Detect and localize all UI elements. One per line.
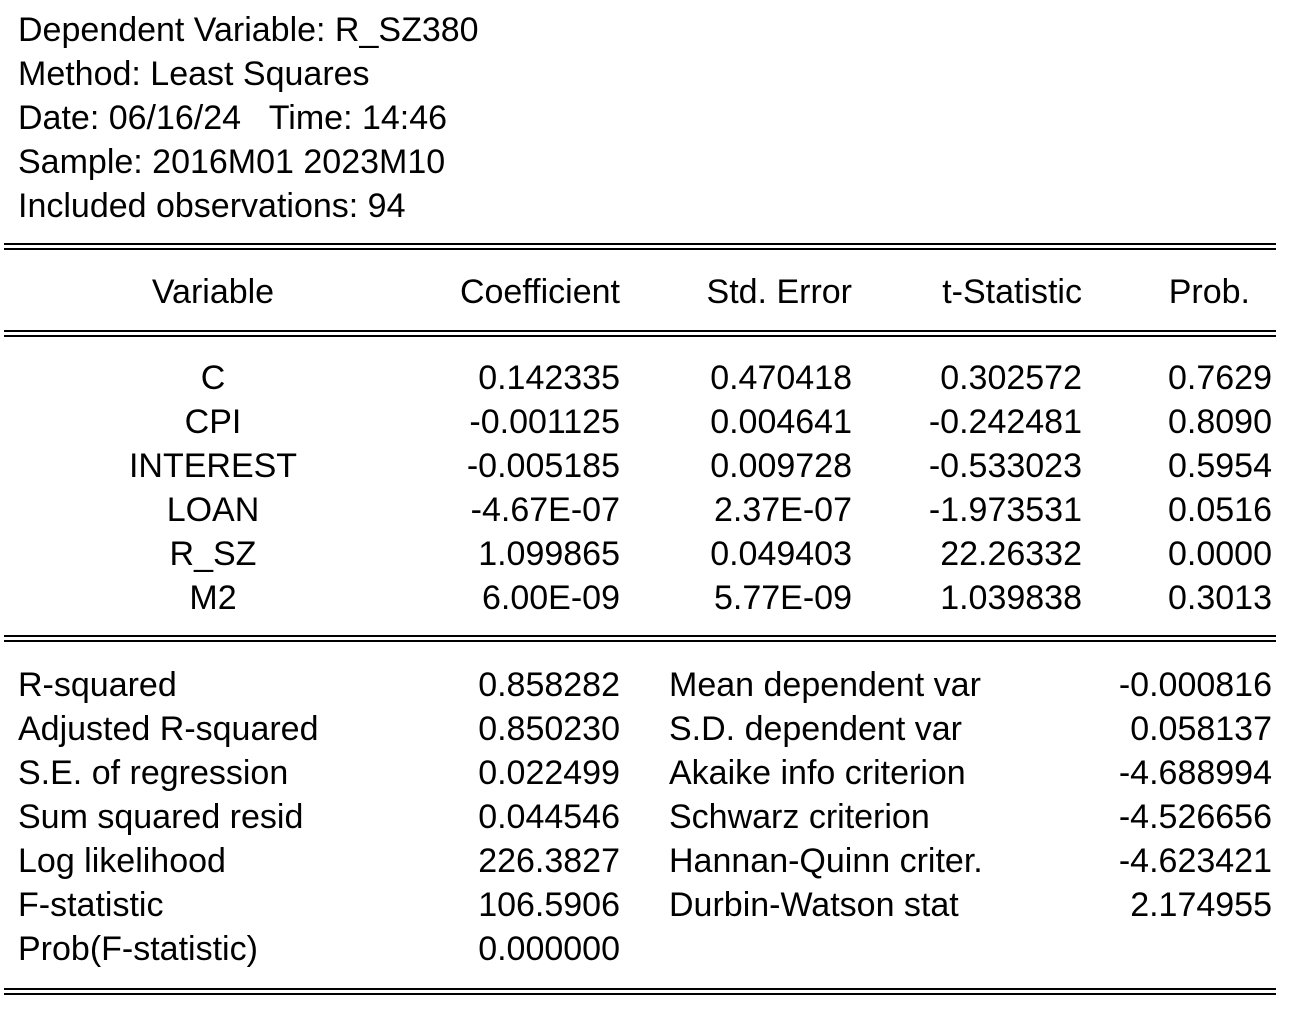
column-header-prob: Prob. (1168, 273, 1250, 311)
cell-prob: 0.7629 (1168, 359, 1272, 397)
stat-value: 2.174955 (1130, 886, 1272, 924)
cell-variable: C (200, 359, 226, 397)
cell-coefficient: 6.00E-09 (482, 579, 620, 617)
stat-label: Schwarz criterion (669, 798, 930, 836)
stat-value: 0.058137 (1130, 710, 1272, 748)
divider-header (4, 330, 1276, 337)
cell-prob: 0.0000 (1168, 535, 1272, 573)
stat-label: Sum squared resid (18, 798, 304, 836)
stat-label: R-squared (18, 666, 177, 704)
cell-std-error: 0.049403 (710, 535, 852, 573)
stat-value: -0.000816 (1118, 666, 1272, 704)
cell-coefficient: -4.67E-07 (470, 491, 620, 529)
cell-t-statistic: -1.973531 (928, 491, 1082, 529)
sample-label: Sample: 2016M01 2023M10 (18, 143, 446, 181)
stat-label: F-statistic (18, 886, 164, 924)
cell-prob: 0.3013 (1168, 579, 1272, 617)
cell-coefficient: 0.142335 (478, 359, 620, 397)
stat-value: 226.3827 (478, 842, 620, 880)
stat-value: -4.688994 (1118, 754, 1272, 792)
cell-variable: LOAN (166, 491, 260, 529)
column-header-variable: Variable (151, 273, 275, 311)
cell-variable: CPI (184, 403, 242, 441)
stat-label: S.E. of regression (18, 754, 289, 792)
cell-t-statistic: 0.302572 (940, 359, 1082, 397)
cell-std-error: 2.37E-07 (714, 491, 852, 529)
stat-label: Akaike info criterion (669, 754, 966, 792)
cell-variable: M2 (189, 579, 237, 617)
stat-value: 106.5906 (478, 886, 620, 924)
cell-t-statistic: -0.533023 (928, 447, 1082, 485)
cell-t-statistic: 1.039838 (940, 579, 1082, 617)
cell-prob: 0.5954 (1168, 447, 1272, 485)
cell-coefficient: -0.005185 (466, 447, 620, 485)
cell-std-error: 0.009728 (710, 447, 852, 485)
dependent-variable-label: Dependent Variable: R_SZ380 (18, 11, 479, 49)
column-header-std-error: Std. Error (706, 273, 852, 311)
stat-value: 0.044546 (478, 798, 620, 836)
stat-value: 0.022499 (478, 754, 620, 792)
stat-label: Prob(F-statistic) (18, 930, 258, 968)
stat-label: Adjusted R-squared (18, 710, 319, 748)
cell-prob: 0.8090 (1168, 403, 1272, 441)
method-label: Method: Least Squares (18, 55, 370, 93)
cell-t-statistic: 22.26332 (940, 535, 1082, 573)
stat-label: Durbin-Watson stat (669, 886, 959, 924)
stat-value: 0.850230 (478, 710, 620, 748)
stat-value: -4.526656 (1118, 798, 1272, 836)
divider-coefficients (4, 635, 1276, 642)
divider-top (4, 243, 1276, 250)
stat-value: 0.000000 (478, 930, 620, 968)
column-header-t-statistic: t-Statistic (942, 273, 1082, 311)
cell-coefficient: 1.099865 (478, 535, 620, 573)
cell-std-error: 0.470418 (710, 359, 852, 397)
cell-coefficient: -0.001125 (469, 403, 620, 441)
stat-value: -4.623421 (1118, 842, 1272, 880)
cell-variable: R_SZ (169, 535, 257, 573)
cell-std-error: 5.77E-09 (714, 579, 852, 617)
stat-label: Mean dependent var (669, 666, 981, 704)
stat-value: 0.858282 (478, 666, 620, 704)
stat-label: S.D. dependent var (669, 710, 962, 748)
stat-label: Hannan-Quinn criter. (669, 842, 983, 880)
stat-label: Log likelihood (18, 842, 226, 880)
cell-std-error: 0.004641 (710, 403, 852, 441)
date-time-label: Date: 06/16/24 Time: 14:46 (18, 99, 448, 137)
cell-variable: INTEREST (128, 447, 298, 485)
column-header-coefficient: Coefficient (459, 273, 620, 311)
cell-t-statistic: -0.242481 (928, 403, 1082, 441)
divider-bottom (4, 988, 1276, 995)
cell-prob: 0.0516 (1168, 491, 1272, 529)
included-observations-label: Included observations: 94 (18, 187, 406, 225)
